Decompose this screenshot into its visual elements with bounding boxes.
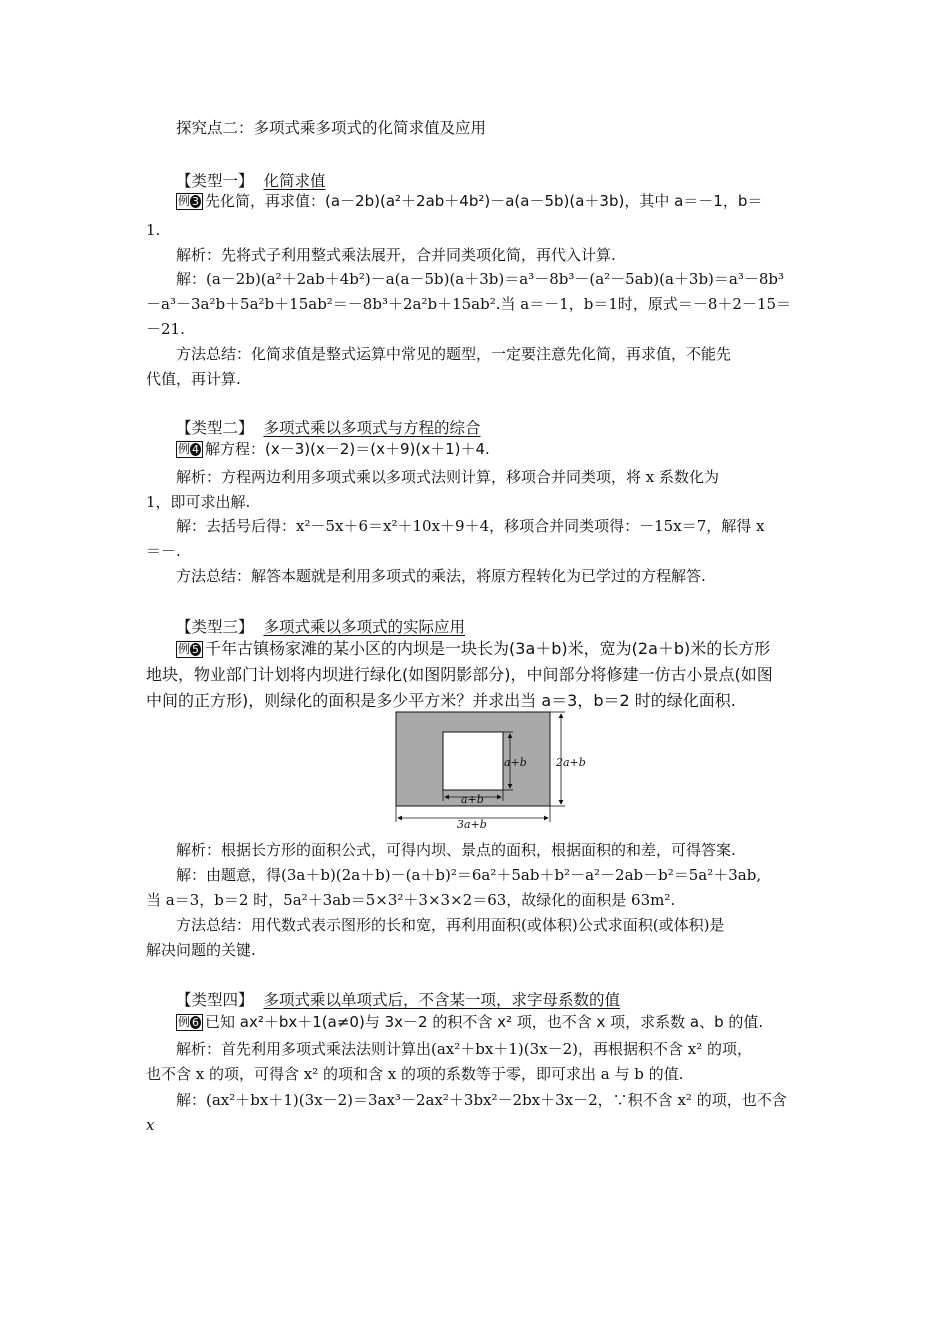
example4-solution-line1: 解：去括号后得：x²－5x＋6＝x²＋10x＋9＋4，移项合并同类项得：－15x＝7，解得 x bbox=[176, 517, 765, 535]
type1-heading bbox=[176, 171, 326, 191]
garden-figure bbox=[390, 708, 600, 830]
example5-method-line1: 方法总结：用代数式表示图形的长和宽，再利用面积(或体积)公式求面积(或体积)是 bbox=[176, 916, 725, 934]
section-title: 探究点二：多项式乘多项式的化简求值及应用 bbox=[176, 119, 487, 137]
type4-title: 多项式乘以单项式后，不含某一项，求字母系数的值 bbox=[263, 991, 621, 1009]
example4-analysis-line1: 解析：方程两边利用多项式乘以多项式法则计算，移项合并同类项，将 x 系数化为 bbox=[176, 468, 720, 486]
type3-heading bbox=[176, 617, 465, 637]
type2-label: 【类型二】 bbox=[176, 419, 254, 437]
example3-method-line1: 方法总结：化简求值是整式运算中常见的题型，一定要注意先化简，再求值，不能先 bbox=[176, 345, 732, 363]
example3-question-line1: 例 3 先化简，再求值：(a－2b)(a²＋2ab＋4b²)－a(a－5b)(a＋3b)，其中 a＝－1，b＝ bbox=[178, 192, 763, 210]
example-badge: 例 5 bbox=[176, 641, 203, 658]
inner-square bbox=[443, 732, 503, 790]
type4-heading bbox=[176, 990, 620, 1010]
type1-title: 化简求值 bbox=[263, 172, 326, 190]
example6-solution-line1: 解：(ax²＋bx＋1)(3x－2)＝3ax³－2ax²＋3bx²－2bx＋3x－2，∵积不含 x² 的项，也不含 bbox=[176, 1091, 787, 1109]
example6-analysis-line2: 也不含 x 的项，可得含 x² 的项和含 x 的项的系数等于零，即可求出 a 与 b 的值. bbox=[146, 1065, 684, 1083]
example4-analysis-line2: 1，即可求出解. bbox=[146, 493, 251, 511]
outer-width-label: 3a+b bbox=[457, 818, 487, 830]
type4-label: 【类型四】 bbox=[176, 991, 254, 1009]
outer-height-label: 2a+b bbox=[556, 756, 586, 769]
inner-side-label: a+b bbox=[504, 756, 527, 769]
example3-method-line2: 代值，再计算. bbox=[146, 370, 241, 388]
example5-question-line2: 地块，物业部门计划将内坝进行绿化(如图阴影部分)，中间部分将修建一仿古小景点(如图 bbox=[146, 665, 773, 684]
type2-title: 多项式乘以多项式与方程的综合 bbox=[263, 419, 481, 437]
example5-question-line1: 例 5 千年古镇杨家滩的某小区的内坝是一块长为(3a＋b)米，宽为(2a＋b)米的长方形 bbox=[178, 639, 771, 658]
type1-label: 【类型一】 bbox=[176, 172, 254, 190]
example3-analysis: 解析：先将式子利用整式乘法展开，合并同类项化简，再代入计算. bbox=[176, 246, 616, 264]
inner-bottom-label: a+b bbox=[461, 793, 484, 806]
example6-analysis-line1: 解析：首先利用多项式乘法法则计算出(ax²＋bx＋1)(3x－2)，再根据积不含 x² 的项， bbox=[176, 1040, 753, 1058]
example6-question: 例 6 已知 ax²＋bx＋1(a≠0)与 3x－2 的积不含 x² 项，也不含 x 项，求系数 a、b 的值. bbox=[178, 1013, 764, 1031]
example5-question-line3: 中间的正方形)，则绿化的面积是多少平方米？并求出当 a＝3，b＝2 时的绿化面积. bbox=[146, 691, 736, 710]
example3-solution-line3: －21. bbox=[146, 320, 185, 338]
example-badge: 例 4 bbox=[176, 441, 203, 458]
example3-solution-line1: 解：(a－2b)(a²＋2ab＋4b²)－a(a－5b)(a＋3b)＝a³－8b³－(a²－5ab)(a＋3b)＝a³－8b³ bbox=[176, 270, 785, 288]
example5-method-line2: 解决问题的关键. bbox=[146, 941, 256, 959]
example-badge: 例 6 bbox=[176, 1014, 203, 1031]
example-badge: 例 3 bbox=[176, 193, 203, 210]
example4-method: 方法总结：解答本题就是利用多项式的乘法，将原方程转化为已学过的方程解答. bbox=[176, 567, 706, 585]
example4-question: 例 4 解方程：(x－3)(x－2)＝(x＋9)(x＋1)＋4. bbox=[178, 440, 490, 458]
example4-solution-line2: ＝－. bbox=[146, 542, 181, 560]
example5-analysis: 解析：根据长方形的面积公式，可得内坝、景点的面积，根据面积的和差，可得答案. bbox=[176, 841, 736, 859]
example6-solution-line2: x bbox=[146, 1116, 155, 1134]
type3-title: 多项式乘以多项式的实际应用 bbox=[263, 618, 466, 636]
example5-solution-line2: 当 a＝3，b＝2 时，5a²＋3ab＝5×3²＋3×3×2＝63，故绿化的面积是 63m². bbox=[146, 891, 676, 909]
example3-solution-line2: －a³－3a²b＋5a²b＋15ab²＝－8b³＋2a²b＋15ab².当 a＝－1，b＝1时，原式＝－8＋2－15＝ bbox=[146, 295, 792, 313]
example3-question-line2: 1. bbox=[146, 221, 161, 239]
type3-label: 【类型三】 bbox=[176, 618, 254, 636]
example5-solution-line1: 解：由题意，得(3a＋b)(2a＋b)－(a＋b)²＝6a²＋5ab＋b²－a²－2ab－b²＝5a²＋3ab, bbox=[176, 866, 762, 884]
type2-heading bbox=[176, 418, 481, 438]
